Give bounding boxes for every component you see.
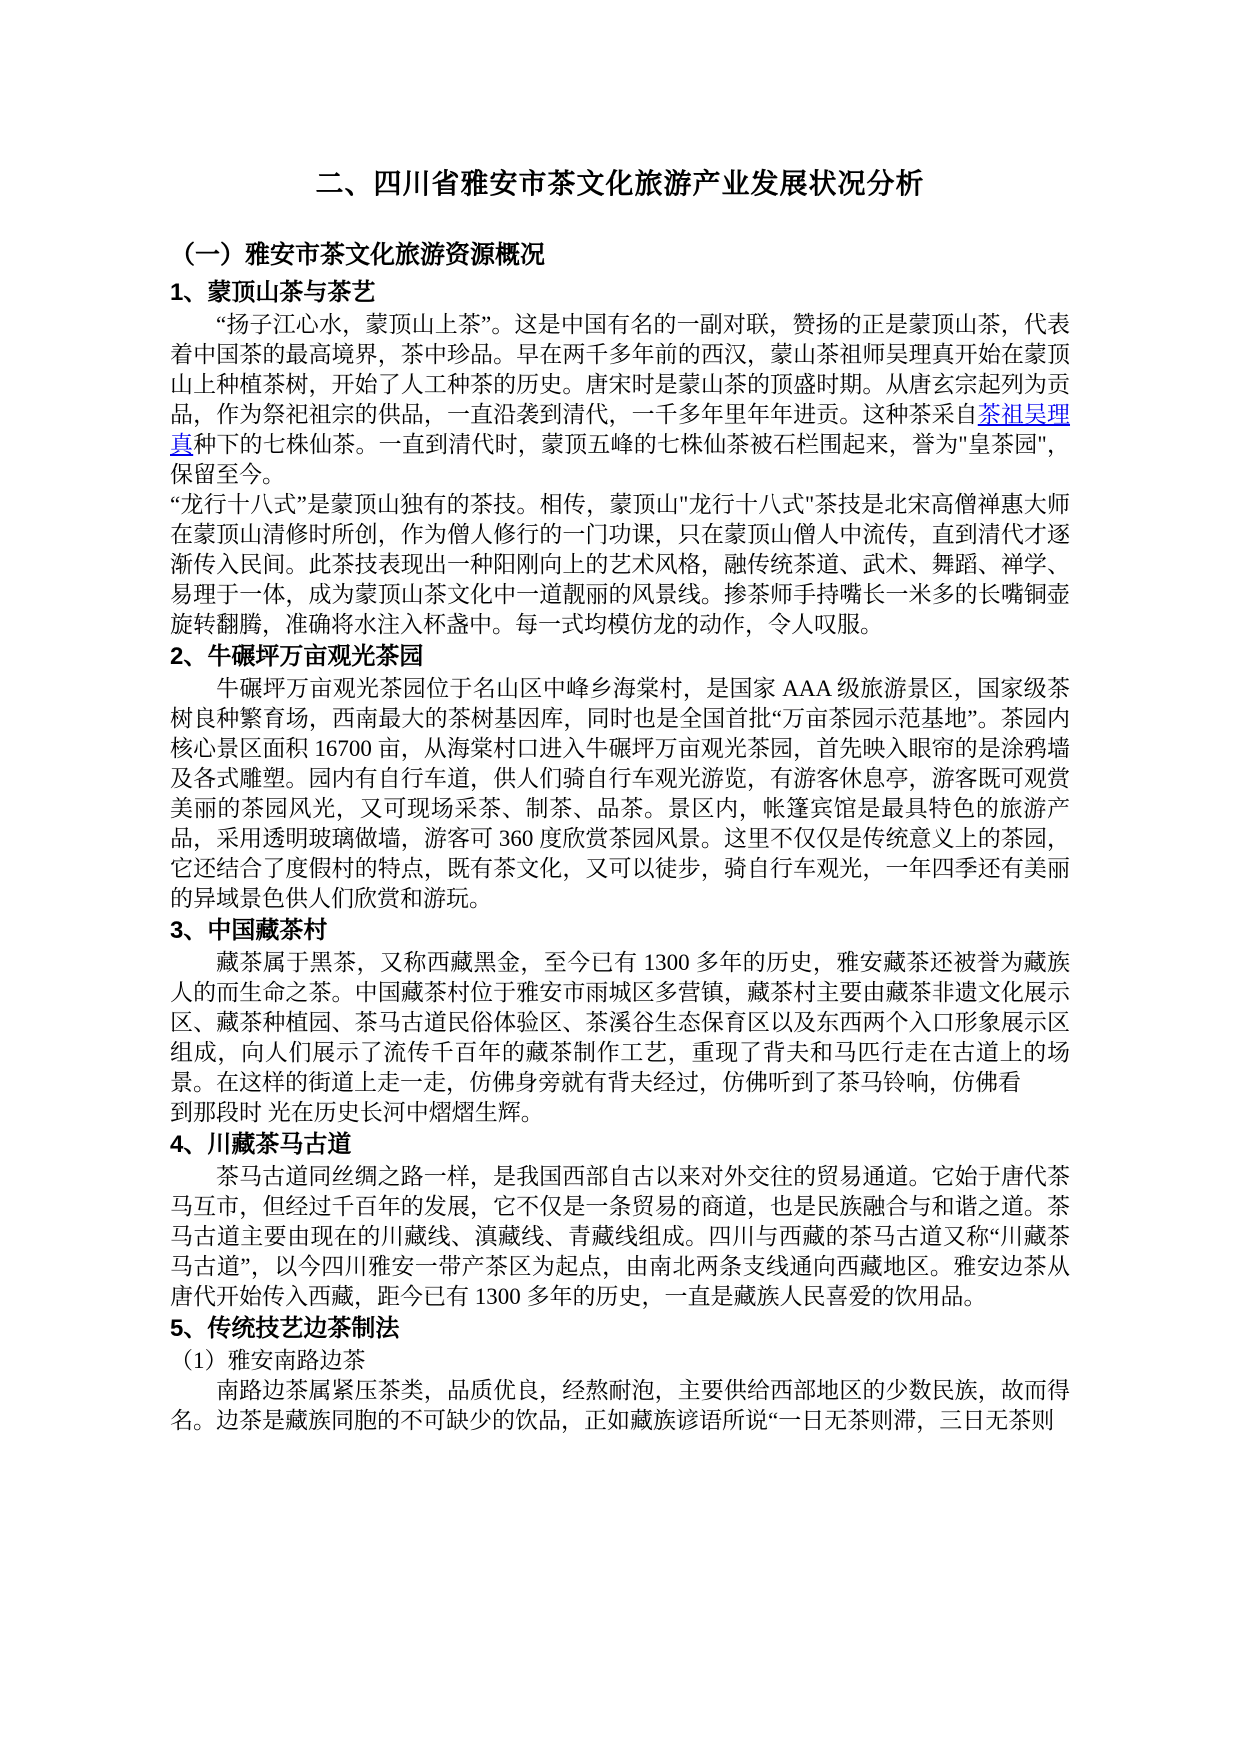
heading-overview: （一）雅安市茶文化旅游资源概况	[170, 241, 546, 269]
heading-mengdingshan-tea: 1、蒙顶山茶与茶艺	[170, 279, 376, 306]
paragraph-tibetan-tea-village: 藏茶属于黑茶，又称西藏黑金，至今已有 1300 多年的历史，雅安藏茶还被誉为藏族人的而生命之茶。中国藏茶村位于雅安市雨城区多营镇，藏茶村主要由藏茶非遗文化展示区、藏茶种植园、茶马古道民俗体验区、茶溪谷生态保育区以及东西两个入口形象展示区组成，向人们展示了流传千百年的藏茶制作工艺，重现了背夫和马匹行走在古道上的场景。在这样的街道上走一走，仿佛身旁就有背夫经过，仿佛听到了茶马铃响，仿佛看	[170, 950, 1070, 1095]
heading-tibetan-tea-village: 3、中国藏茶村	[170, 917, 328, 944]
chazu-wulizhen-link[interactable]: 茶祖吴理真	[170, 402, 1071, 457]
paragraph-south-road-border-tea: 南路边茶属紧压茶类，品质优良，经熬耐泡，主要供给西部地区的少数民族，故而得名。边茶是藏族同胞的不可缺少的饮品，正如藏族谚语所说“一日无茶则滞，三日无茶则	[170, 1378, 1070, 1433]
paragraph-text-after-link: 种下的七株仙茶。一直到清代时，蒙顶五峰的七株仙茶被石栏围起来，誉为"皇茶园"，保留至今。	[170, 432, 1070, 487]
paragraph-mengding-history	[170, 310, 1070, 490]
heading-border-tea-craft: 5、传统技艺边茶制法	[170, 1315, 400, 1342]
heading-chuanzang-tea-horse-road: 4、川藏茶马古道	[170, 1131, 352, 1158]
paragraph-tea-horse-road: 茶马古道同丝绸之路一样，是我国西部自古以来对外交往的贸易通道。它始于唐代茶马互市，但经过千百年的发展，它不仅是一条贸易的商道，也是民族融合与和谐之道。茶马古道主要由现在的川藏线、滇藏线、青藏线组成。四川与西藏的茶马古道又称“川藏茶马古道”，以今四川雅安一带产茶区为起点，由南北两条支线通向西藏地区。雅安边茶从唐代开始传入西藏，距今已有 1300 多年的历史，一直是藏族人民喜爱的饮用品。	[170, 1164, 1070, 1309]
heading-niunianping-tea-garden: 2、牛碾坪万亩观光茶园	[170, 643, 424, 670]
subheading-yaan-south-road-border-tea: （1）雅安南路边茶	[170, 1348, 366, 1373]
paragraph-tibetan-tea-village-continued: 到那段时 光在历史长河中熠熠生辉。	[170, 1100, 544, 1125]
paragraph-longxing-shibashi: “龙行十八式”是蒙顶山独有的茶技。相传，蒙顶山"龙行十八式"茶技是北宋高僧禅惠大师在蒙顶山清修时所创，作为僧人修行的一门功课，只在蒙顶山僧人中流传，直到清代才逐渐传入民间。此茶技表现出一种阳刚向上的艺术风格，融传统茶道、武术、舞蹈、禅学、易理于一体，成为蒙顶山茶文化中一道靓丽的风景线。掺茶师手持嘴长一米多的长嘴铜壶旋转翻腾，准确将水注入杯盏中。每一式均模仿龙的动作，令人叹服。	[170, 492, 1070, 637]
document-title: 二、四川省雅安市茶文化旅游产业发展状况分析	[315, 168, 925, 199]
paragraph-niunianping: 牛碾坪万亩观光茶园位于名山区中峰乡海棠村，是国家 AAA 级旅游景区，国家级茶树良种繁育场，西南最大的茶树基因库，同时也是全国首批“万亩茶园示范基地”。茶园内核心景区面积 16700 亩，从海棠村口进入牛碾坪万亩观光茶园，首先映入眼帘的是涂鸦墙及各式雕塑。园内有自行车道，供人们骑自行车观光游览，有游客休息亭，游客既可观赏美丽的茶园风光，又可现场采茶、制茶、品茶。景区内，帐篷宾馆是最具特色的旅游产品，采用透明玻璃做墙，游客可 360 度欣赏茶园风景。这里不仅仅是传统意义上的茶园，它还结合了度假村的特点，既有茶文化，又可以徒步，骑自行车观光，一年四季还有美丽的异域景色供人们欣赏和游玩。	[170, 676, 1070, 911]
paragraph-text-before-link: “扬子江心水，蒙顶山上茶”。这是中国有名的一副对联，赞扬的正是蒙顶山茶，代表着中国茶的最高境界，茶中珍品。早在两千多年前的西汉，蒙山茶祖师吴理真开始在蒙顶山上种植茶树，开始了人工种茶的历史。唐宋时是蒙山茶的顶盛时期。从唐玄宗起列为贡品，作为祭祀祖宗的供品，一直沿袭到清代，一千多年里年年进贡。这种茶采自	[170, 312, 1070, 427]
